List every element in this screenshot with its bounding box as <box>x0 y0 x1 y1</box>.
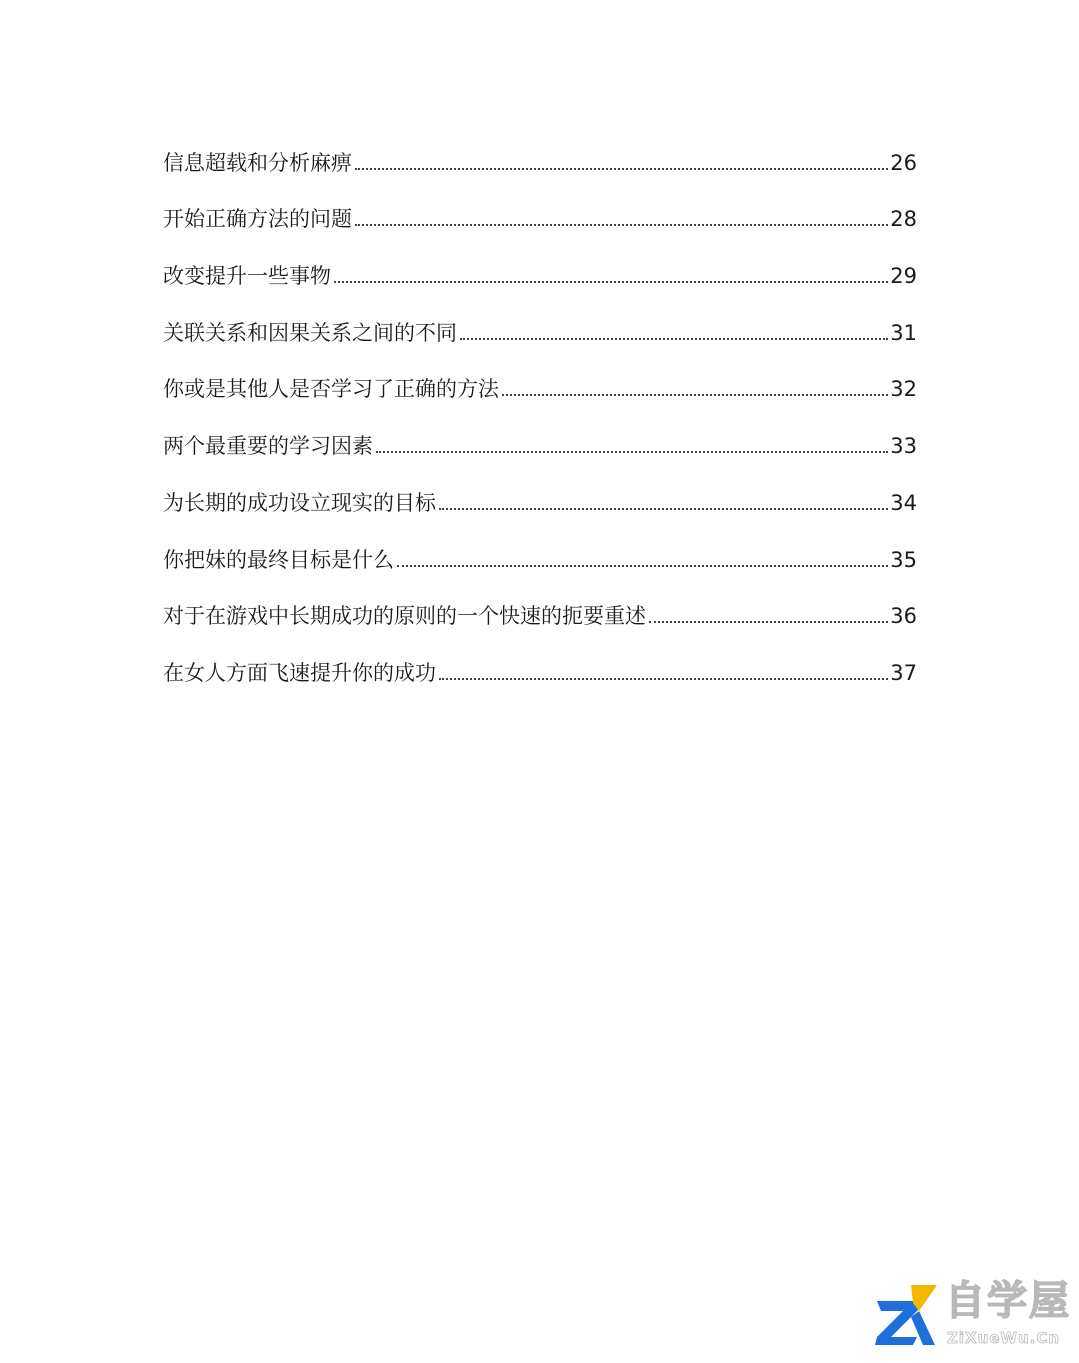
toc-entry[interactable] <box>163 594 917 651</box>
toc-entry-page: 31 <box>890 320 917 345</box>
table-of-contents <box>163 140 917 707</box>
toc-leader-dots <box>439 678 888 680</box>
toc-entry-title: 开始正确方法的问题 <box>163 207 352 232</box>
toc-entry-title: 你把妹的最终目标是什么 <box>163 547 394 572</box>
toc-leader-dots <box>397 565 888 567</box>
toc-entry[interactable] <box>163 423 917 480</box>
toc-entry-title: 关联关系和因果关系之间的不同 <box>163 320 457 345</box>
toc-leader-dots <box>355 224 888 226</box>
toc-entry-title: 对于在游戏中长期成功的原则的一个快速的扼要重述 <box>163 604 646 629</box>
toc-entry[interactable] <box>163 480 917 537</box>
toc-entry-page: 29 <box>890 264 917 289</box>
toc-entry[interactable] <box>163 367 917 424</box>
toc-leader-dots <box>649 621 888 623</box>
toc-entry-page: 36 <box>890 604 917 629</box>
toc-entry-page: 34 <box>890 490 917 515</box>
toc-entry-title: 改变提升一些事物 <box>163 264 331 289</box>
toc-entry-page: 33 <box>890 434 917 459</box>
toc-entry-page: 37 <box>890 660 917 685</box>
toc-leader-dots <box>502 394 888 396</box>
toc-entry[interactable] <box>163 197 917 254</box>
toc-leader-dots <box>334 281 888 283</box>
toc-entry-title: 在女人方面飞速提升你的成功 <box>163 660 436 685</box>
toc-entry-page: 35 <box>890 547 917 572</box>
toc-entry-page: 28 <box>890 207 917 232</box>
watermark-brand: 自学屋 <box>945 1278 1071 1324</box>
toc-entry[interactable] <box>163 537 917 594</box>
watermark-url: ZiXueWu.Cn <box>947 1329 1061 1347</box>
toc-leader-dots <box>439 508 888 510</box>
toc-entry[interactable] <box>163 253 917 310</box>
toc-entry-page: 26 <box>890 150 917 175</box>
toc-entry[interactable] <box>163 310 917 367</box>
toc-leader-dots <box>376 451 888 453</box>
toc-entry[interactable] <box>163 650 917 707</box>
toc-entry-title: 信息超载和分析麻痹 <box>163 150 352 175</box>
toc-leader-dots <box>355 168 888 170</box>
toc-entry-title: 你或是其他人是否学习了正确的方法 <box>163 377 499 402</box>
zx-logo-icon <box>873 1281 943 1349</box>
toc-entry[interactable] <box>163 140 917 197</box>
toc-entry-page: 32 <box>890 377 917 402</box>
toc-entry-title: 两个最重要的学习因素 <box>163 434 373 459</box>
toc-entry-title: 为长期的成功设立现实的目标 <box>163 490 436 515</box>
site-watermark <box>873 1277 1073 1357</box>
toc-leader-dots <box>460 338 888 340</box>
